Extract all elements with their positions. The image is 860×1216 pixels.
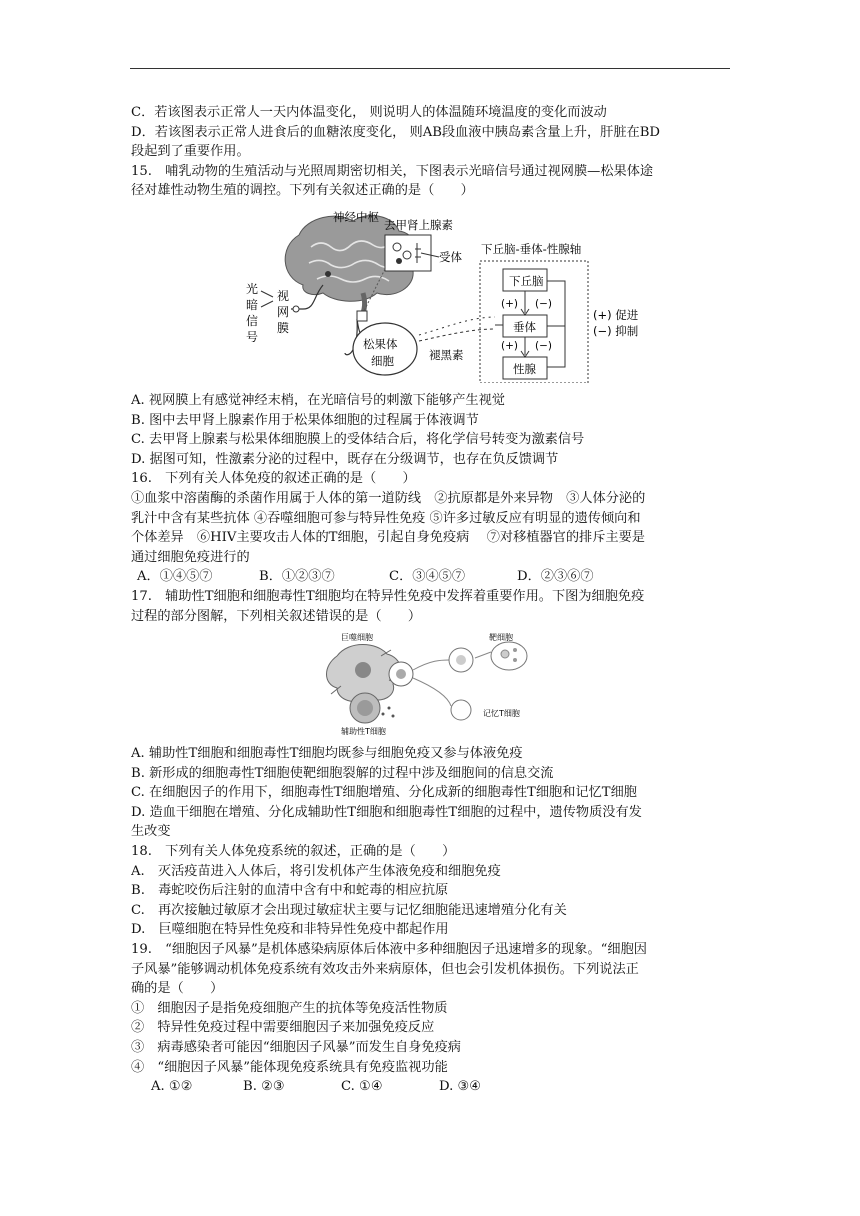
- q19-options: [131, 1077, 731, 1097]
- label-memory: 记忆T细胞: [483, 709, 520, 719]
- svg-text:垂体: 垂体: [513, 319, 536, 334]
- label-pineal: 松果体: [363, 336, 398, 351]
- label-target: 靶细胞: [489, 633, 513, 643]
- label-center: 神经中枢: [333, 209, 379, 224]
- label-retina: 视: [277, 288, 290, 303]
- q18-option: C. 再次接触过敏原才会出现过敏症状主要与记忆细胞能迅速增殖分化有关: [131, 902, 567, 918]
- memory-t-cell-icon: [451, 700, 471, 720]
- q16-body: ①血浆中溶菌酶的杀菌作用属于人体的第一道防线 ②抗原都是外来异物 ③人体分泌的: [131, 490, 646, 506]
- svg-text:下丘脑: 下丘脑: [509, 273, 544, 288]
- arrow-icon: [261, 291, 273, 307]
- q19-item: ② 特异性免疫过程中需要细胞因子来加强免疫反应: [131, 1020, 435, 1036]
- cellular-immunity-diagram: [131, 630, 731, 738]
- q17-figure: [131, 630, 731, 738]
- option-a: A．①④⑤⑦: [137, 569, 213, 585]
- svg-text:(−): (−): [535, 297, 552, 310]
- q19-stem: 19. “细胞因子风暴”是机体感染病原体后体液中多种细胞因子迅速增多的现象。“细胞因: [131, 942, 647, 958]
- q17-option: D. 造血干细胞在增殖、分化成辅助性T细胞和细胞毒性T细胞的过程中，遗传物质没有发: [131, 804, 642, 820]
- q17-option: C. 在细胞因子的作用下，细胞毒性T细胞增殖、分化成新的细胞毒性T细胞和记忆T细胞: [131, 785, 637, 801]
- target-cell-icon: [491, 642, 527, 670]
- q19-item: ③ 病毒感染者可能因“细胞因子风暴”而发生自身免疫病: [131, 1040, 461, 1055]
- label-melatonin: 褪黑素: [429, 347, 464, 362]
- option-c: C. ①④: [341, 1079, 383, 1095]
- option-b: B. ②③: [243, 1079, 285, 1095]
- label-macrophage: 巨噬细胞: [341, 633, 373, 643]
- q17-stem: 17. 辅助性T细胞和细胞毒性T细胞均在特异性免疫中发挥着重要作用。下图为细胞免疫: [131, 588, 645, 604]
- q16-stem: 16. 下列有关人体免疫的叙述正确的是（ ）: [131, 471, 416, 487]
- svg-text:(+): (+): [501, 297, 518, 310]
- q17-option: B. 新形成的细胞毒性T细胞使靶细胞裂解的过程中涉及细胞间的信息交流: [131, 765, 554, 781]
- q19-stem: 确的是（ ）: [131, 981, 224, 997]
- legend-promote: (+) 促进: [593, 307, 639, 322]
- text-line: 段起到了重要作用。: [131, 144, 250, 160]
- option-c: C．③④⑤⑦: [389, 569, 466, 585]
- text-line: D．若该图表示正常人进食后的血糖浓度变化， 则AB段血液中胰岛素含量上升，肝脏在BD: [131, 124, 660, 140]
- q16-options: [131, 567, 731, 587]
- label-helper: 辅助性T细胞: [341, 727, 386, 737]
- svg-text:性腺: 性腺: [513, 361, 536, 376]
- legend-inhibit: (−) 抑制: [593, 323, 639, 338]
- q15-stem: 径对雄性动物生殖的调控。下列有关叙述正确的是（ ）: [131, 183, 474, 199]
- q16-body: 个体差异 ⑥HIV主要攻击人体的T细胞，引起自身免疫病 ⑦对移植器官的排斥主要是: [131, 530, 645, 546]
- text-line: C．若该图表示正常人一天内体温变化， 则说明人的体温随环境温度的变化而波动: [131, 105, 607, 120]
- svg-text:膜: 膜: [277, 320, 290, 335]
- synapse-inset: [385, 235, 431, 271]
- q18-option: A. 灭活疫苗进入人体后，将引发机体产生体液免疫和细胞免疫: [131, 863, 501, 879]
- svg-text:信: 信: [246, 313, 259, 328]
- cytotoxic-t-cell-icon: [389, 662, 413, 686]
- label-axis: 下丘脑-垂体-性腺轴: [481, 241, 582, 256]
- q16-body: 乳汁中含有某些抗体 ④吞噬细胞可参与特异性免疫 ⑤许多过敏反应有明显的遗传倾向和: [131, 510, 641, 526]
- option-a: A. ①②: [151, 1079, 193, 1095]
- q15-option: A. 视网膜上有感觉神经末梢，在光暗信号的刺激下能够产生视觉: [131, 392, 505, 408]
- svg-text:(+): (+): [501, 339, 518, 352]
- q17-option: A. 辅助性T细胞和细胞毒性T细胞均既参与细胞免疫又参与体液免疫: [131, 746, 523, 762]
- svg-text:细胞: 细胞: [371, 353, 394, 368]
- q15-option: D. 据图可知，性激素分泌的过程中，既存在分级调节，也存在负反馈调节: [131, 451, 559, 467]
- svg-text:号: 号: [246, 329, 259, 344]
- q18-option: D. 巨噬细胞在特异性免疫和非特异性免疫中都起作用: [131, 922, 449, 938]
- cytotoxic-t-cell-icon: [449, 648, 473, 672]
- label-receptor: 受体: [439, 249, 462, 264]
- q15-option: C. 去甲肾上腺素与松果体细胞膜上的受体结合后，将化学信号转变为激素信号: [131, 432, 585, 448]
- q15-option: B. 图中去甲肾上腺素作用于松果体细胞的过程属于体液调节: [131, 412, 479, 428]
- svg-text:(−): (−): [535, 339, 552, 352]
- q15-stem: 15. 哺乳动物的生殖活动与光照周期密切相关，下图表示光暗信号通过视网膜—松果体途: [131, 163, 654, 179]
- svg-text:网: 网: [277, 304, 290, 319]
- q17-stem: 过程的部分图解，下列相关叙述错误的是（ ）: [131, 608, 422, 624]
- q18-stem: 18. 下列有关人体免疫系统的叙述，正确的是（ ）: [131, 844, 456, 860]
- q19-stem: 子风暴”能够调动机体免疫系统有效攻击外来病原体，但也会引发机体损伤。下列说法正: [131, 961, 639, 977]
- q19-item: ④ “细胞因子风暴”能体现免疫系统具有免疫监视功能: [131, 1059, 448, 1075]
- q19-item: ① 细胞因子是指免疫细胞产生的抗体等免疫活性物质: [131, 1000, 448, 1016]
- svg-text:暗: 暗: [246, 297, 259, 312]
- q18-option: B. 毒蛇咬伤后注射的血清中含有中和蛇毒的相应抗原: [131, 883, 449, 899]
- helper-t-cell-icon: [350, 693, 380, 723]
- option-d: D. ③④: [439, 1079, 482, 1095]
- q16-body: 通过细胞免疫进行的: [131, 549, 250, 565]
- option-b: B．①②③⑦: [259, 569, 335, 585]
- q17-option: 生改变: [131, 824, 171, 840]
- q15-figure: [131, 207, 731, 383]
- header-rule: [130, 68, 730, 69]
- option-d: D．②③⑥⑦: [517, 569, 594, 585]
- neuro-endocrine-diagram: [131, 207, 731, 383]
- label-noradrenaline: 去甲肾上腺素: [384, 217, 453, 232]
- exam-page: [131, 103, 731, 1097]
- label-light: 光: [246, 281, 259, 296]
